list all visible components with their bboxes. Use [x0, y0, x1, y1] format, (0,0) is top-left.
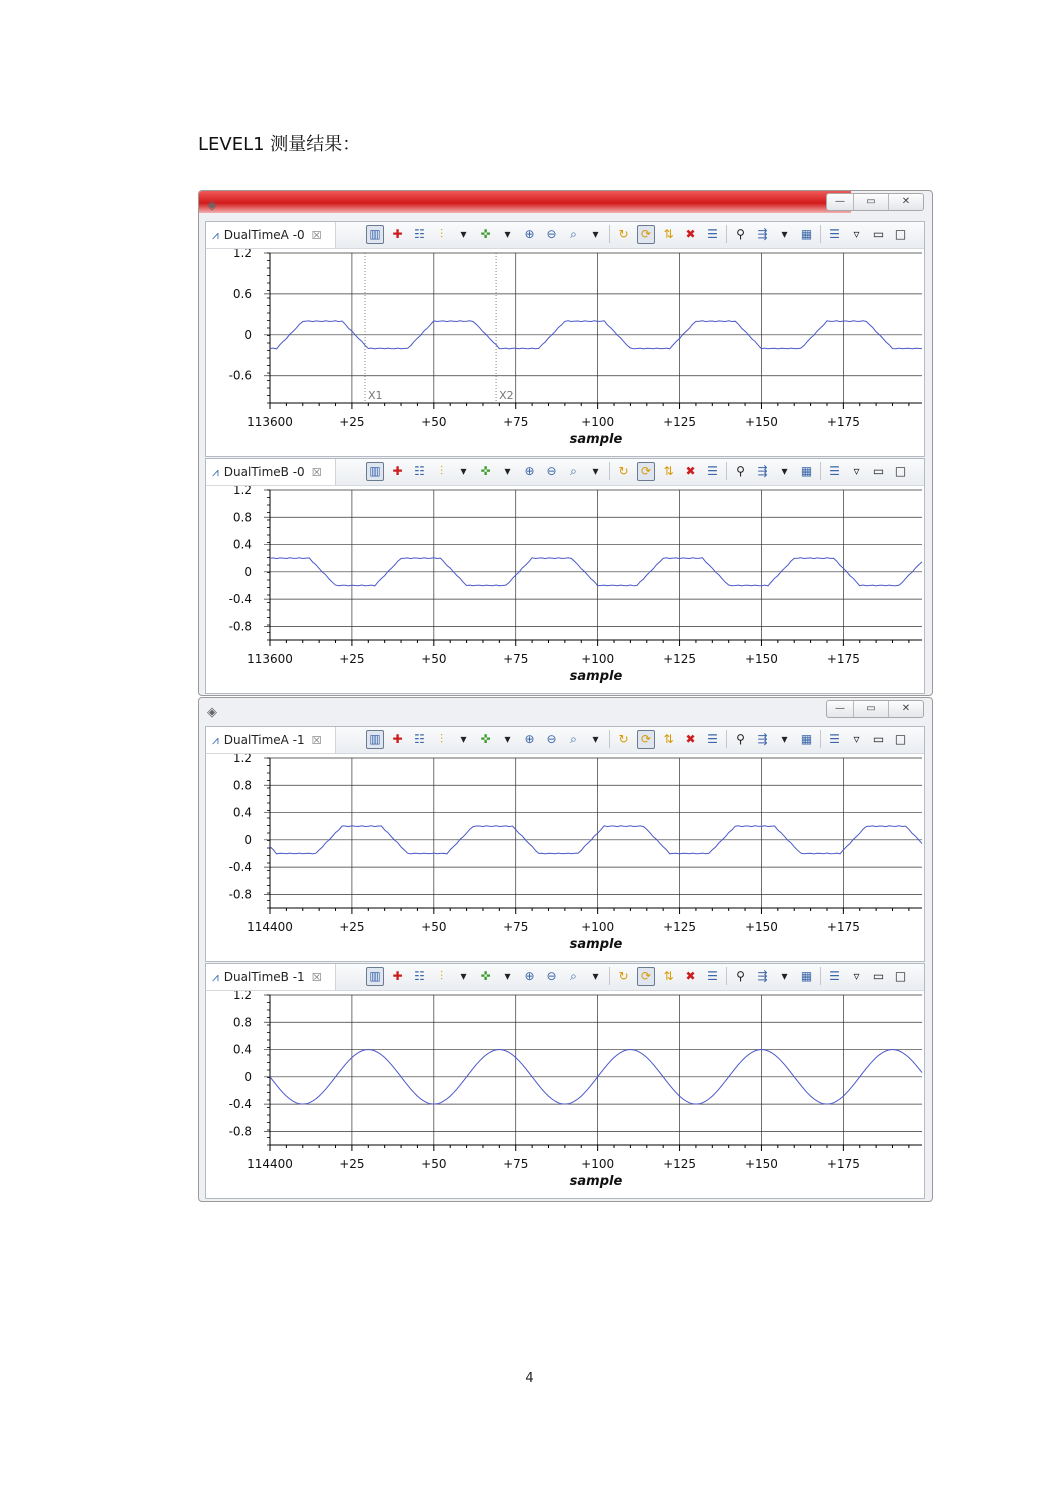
zoom-out-icon[interactable]: ⊖: [546, 969, 557, 983]
x-tick-label: 113600: [247, 415, 293, 429]
dropdown-icon[interactable]: ▾: [460, 464, 467, 478]
graph-toolbar: [206, 222, 924, 249]
x-tick-label: +175: [826, 652, 860, 666]
x-tick-label: +25: [339, 415, 365, 429]
dropdown-icon[interactable]: ▾: [592, 969, 599, 983]
sync-icon[interactable]: ⇅: [663, 227, 674, 241]
tab-label: DualTimeA -0: [223, 228, 305, 242]
toolbar-separator: [726, 967, 727, 985]
y-tick-label: -0.4: [228, 860, 252, 875]
toolbar-separator: [820, 967, 821, 985]
minimize-view-icon[interactable]: ▭: [872, 464, 885, 478]
cursor-label: X2: [499, 389, 514, 402]
toolbar-separator: [820, 730, 821, 748]
x-tick-label: +75: [503, 920, 529, 934]
y-tick-label: -0.8: [228, 1124, 252, 1139]
clear-icon[interactable]: ✖: [685, 464, 696, 478]
x-tick-label: +50: [421, 652, 447, 666]
y-tick-label: 1.2: [232, 486, 252, 497]
log-icon[interactable]: ☰: [707, 464, 718, 478]
x-tick-label: +50: [421, 1157, 447, 1171]
line-chart-icon: ⩘: [212, 732, 219, 747]
table-icon[interactable]: ☷: [414, 227, 425, 241]
dropdown-icon[interactable]: ▾: [504, 969, 511, 983]
line-chart-icon: ⩘: [212, 227, 219, 242]
log-icon[interactable]: ☰: [707, 732, 718, 746]
auto-refresh-icon[interactable]: ⟳: [637, 967, 655, 986]
split-icon[interactable]: ✚: [392, 464, 403, 478]
zoom-fit-icon[interactable]: ⌕: [570, 732, 577, 746]
window-controls: [826, 700, 924, 718]
app-cube-icon: ◈: [207, 705, 217, 720]
x-tick-label: +50: [421, 415, 447, 429]
sync-icon[interactable]: ⇅: [663, 464, 674, 478]
marker-icon[interactable]: ⫶: [439, 969, 443, 983]
x-tick-label: +150: [744, 920, 778, 934]
tab-dualtimea-1[interactable]: [206, 727, 336, 753]
find-icon[interactable]: ⚲: [736, 732, 745, 746]
x-axis-label: sample: [569, 1174, 623, 1189]
find-icon[interactable]: ⚲: [736, 464, 745, 478]
y-tick-label: -0.8: [228, 619, 252, 634]
close-button[interactable]: ✕: [888, 194, 923, 210]
dropdown-icon[interactable]: ▾: [781, 464, 788, 478]
minimize-button[interactable]: —: [835, 196, 845, 207]
tab-label: DualTimeA -1: [223, 733, 305, 747]
x-tick-label: +125: [663, 415, 697, 429]
export-icon[interactable]: ⇶: [757, 464, 768, 478]
toolbar-separator: [609, 225, 610, 243]
zoom-out-icon[interactable]: ⊖: [546, 732, 557, 746]
y-tick-label: 0.6: [232, 286, 252, 301]
x-tick-label: +100: [581, 652, 615, 666]
graph-toolbar: [206, 459, 924, 486]
clear-icon[interactable]: ✖: [685, 969, 696, 983]
toolbar-separator: [609, 730, 610, 748]
cursor-label: X1: [368, 389, 383, 402]
dropdown-icon[interactable]: ▾: [504, 227, 511, 241]
x-tick-label: +25: [339, 1157, 365, 1171]
y-tick-label: 0.4: [232, 537, 252, 552]
line-chart-icon: ⩘: [212, 464, 219, 479]
x-axis-label: sample: [569, 937, 623, 952]
x-tick-label: +50: [421, 920, 447, 934]
y-tick-label: 0.4: [232, 1042, 252, 1057]
restore-button[interactable]: ▭: [853, 701, 888, 717]
lock-scale-icon[interactable]: ▦: [800, 464, 813, 478]
split-icon[interactable]: ✚: [392, 969, 403, 983]
menu-list-icon[interactable]: ☰: [829, 464, 840, 478]
x-tick-label: 113600: [247, 652, 293, 666]
columns-icon[interactable]: ▥: [366, 225, 384, 244]
x-tick-label: +175: [826, 1157, 860, 1171]
add-trace-icon[interactable]: ✜: [480, 227, 491, 241]
maximize-view-icon[interactable]: □: [894, 227, 907, 241]
graph-toolbar: [206, 727, 924, 754]
chart-svg: [206, 991, 924, 1198]
dropdown-icon[interactable]: ▾: [592, 732, 599, 746]
toolbar-separator: [609, 462, 610, 480]
document-heading: LEVEL1 测量结果：: [198, 134, 361, 155]
x-tick-label: +25: [339, 652, 365, 666]
split-icon[interactable]: ✚: [392, 227, 403, 241]
y-tick-label: 0.8: [232, 778, 252, 793]
lock-scale-icon[interactable]: ▦: [800, 227, 813, 241]
x-tick-label: +75: [503, 1157, 529, 1171]
y-tick-label: -0.6: [228, 368, 252, 383]
graph-panel-dualtimea-0: [205, 221, 925, 457]
find-icon[interactable]: ⚲: [736, 227, 745, 241]
dropdown-icon[interactable]: ▾: [781, 227, 788, 241]
auto-refresh-icon[interactable]: ⟳: [637, 462, 655, 481]
y-tick-label: 0: [244, 564, 252, 579]
y-tick-label: 1.2: [232, 991, 252, 1002]
dropdown-icon[interactable]: ▾: [781, 969, 788, 983]
menu-list-icon[interactable]: ☰: [829, 732, 840, 746]
dropdown-icon[interactable]: ▾: [592, 227, 599, 241]
close-button[interactable]: ✕: [888, 701, 923, 717]
toolbar-tools: [366, 967, 909, 986]
find-icon[interactable]: ⚲: [736, 969, 745, 983]
dropdown-icon[interactable]: ▾: [460, 732, 467, 746]
x-axis-label: sample: [569, 669, 623, 684]
x-tick-label: +25: [339, 920, 365, 934]
graph-panel-dualtimea-1: [205, 726, 925, 962]
refresh-icon[interactable]: ↻: [618, 464, 629, 478]
close-tab-icon[interactable]: ☒: [311, 228, 322, 242]
toolbar-separator: [609, 967, 610, 985]
table-icon[interactable]: ☷: [414, 732, 425, 746]
zoom-fit-icon[interactable]: ⌕: [570, 464, 577, 478]
x-tick-label: +100: [581, 415, 615, 429]
toolbar-tools: [366, 462, 909, 481]
y-tick-label: 1.2: [232, 754, 252, 765]
dropdown-icon[interactable]: ▾: [592, 464, 599, 478]
toolbar-tools: [366, 730, 909, 749]
view-menu-icon[interactable]: ▿: [853, 464, 860, 478]
clear-icon[interactable]: ✖: [685, 227, 696, 241]
scope-window-1: [198, 190, 933, 696]
dropdown-icon[interactable]: ▾: [460, 969, 467, 983]
zoom-out-icon[interactable]: ⊖: [546, 227, 557, 241]
auto-refresh-icon[interactable]: ⟳: [637, 225, 655, 244]
menu-list-icon[interactable]: ☰: [829, 227, 840, 241]
marker-icon[interactable]: ⫶: [439, 227, 443, 241]
y-tick-label: 1.2: [232, 249, 252, 260]
zoom-in-icon[interactable]: ⊕: [524, 227, 535, 241]
marker-icon[interactable]: ⫶: [439, 732, 443, 746]
tab-dualtimeb-0[interactable]: [206, 459, 336, 485]
restore-button[interactable]: ▭: [853, 194, 888, 210]
minimize-view-icon[interactable]: ▭: [872, 227, 885, 241]
graph-toolbar: [206, 964, 924, 991]
graph-panel-dualtimeb-0: [205, 458, 925, 694]
y-tick-label: 0: [244, 832, 252, 847]
refresh-icon[interactable]: ↻: [618, 732, 629, 746]
tab-dualtimeb-1[interactable]: [206, 964, 336, 990]
toolbar-tools: [366, 225, 909, 244]
scope-window-2: [198, 697, 933, 1202]
sync-icon[interactable]: ⇅: [663, 969, 674, 983]
sync-icon[interactable]: ⇅: [663, 732, 674, 746]
menu-list-icon[interactable]: ☰: [829, 969, 840, 983]
tab-label: DualTimeB -0: [223, 465, 305, 479]
x-tick-label: +100: [581, 1157, 615, 1171]
y-tick-label: -0.4: [228, 1097, 252, 1112]
export-icon[interactable]: ⇶: [757, 969, 768, 983]
log-icon[interactable]: ☰: [707, 227, 718, 241]
x-tick-label: +175: [826, 415, 860, 429]
zoom-in-icon[interactable]: ⊕: [524, 732, 535, 746]
toolbar-separator: [726, 462, 727, 480]
toolbar-separator: [726, 225, 727, 243]
dropdown-icon[interactable]: ▾: [504, 732, 511, 746]
window-controls: [826, 193, 924, 211]
window-titlebar[interactable]: [199, 191, 851, 213]
dropdown-icon[interactable]: ▾: [460, 227, 467, 241]
y-tick-label: -0.8: [228, 887, 252, 902]
x-tick-label: +150: [744, 415, 778, 429]
x-tick-label: +100: [581, 920, 615, 934]
toolbar-separator: [726, 730, 727, 748]
x-tick-label: +125: [663, 1157, 697, 1171]
minimize-button[interactable]: —: [835, 703, 845, 714]
lock-scale-icon[interactable]: ▦: [800, 969, 813, 983]
lock-scale-icon[interactable]: ▦: [800, 732, 813, 746]
zoom-in-icon[interactable]: ⊕: [524, 969, 535, 983]
add-trace-icon[interactable]: ✜: [480, 732, 491, 746]
add-trace-icon[interactable]: ✜: [480, 969, 491, 983]
marker-icon[interactable]: ⫶: [439, 464, 443, 478]
view-menu-icon[interactable]: ▿: [853, 732, 860, 746]
toolbar-separator: [820, 462, 821, 480]
minimize-view-icon[interactable]: ▭: [872, 969, 885, 983]
y-tick-label: 0.4: [232, 805, 252, 820]
chart-svg: [206, 754, 924, 961]
x-tick-label: +175: [826, 920, 860, 934]
table-icon[interactable]: ☷: [414, 464, 425, 478]
export-icon[interactable]: ⇶: [757, 732, 768, 746]
columns-icon[interactable]: ▥: [366, 462, 384, 481]
y-tick-label: 0: [244, 327, 252, 342]
clear-icon[interactable]: ✖: [685, 732, 696, 746]
add-trace-icon[interactable]: ✜: [480, 464, 491, 478]
chart-svg: [206, 249, 924, 456]
view-menu-icon[interactable]: ▿: [853, 969, 860, 983]
refresh-icon[interactable]: ↻: [618, 969, 629, 983]
maximize-view-icon[interactable]: □: [894, 464, 907, 478]
log-icon[interactable]: ☰: [707, 969, 718, 983]
close-tab-icon[interactable]: ☒: [311, 465, 322, 479]
columns-icon[interactable]: ▥: [366, 730, 384, 749]
x-tick-label: +75: [503, 415, 529, 429]
tab-dualtimea-0[interactable]: [206, 222, 336, 248]
x-tick-label: 114400: [247, 920, 293, 934]
minimize-view-icon[interactable]: ▭: [872, 732, 885, 746]
x-tick-label: 114400: [247, 1157, 293, 1171]
split-icon[interactable]: ✚: [392, 732, 403, 746]
maximize-view-icon[interactable]: □: [894, 732, 907, 746]
toolbar-separator: [820, 225, 821, 243]
line-chart-icon: ⩘: [212, 969, 219, 984]
app-cube-icon: ◈: [207, 198, 217, 213]
auto-refresh-icon[interactable]: ⟳: [637, 730, 655, 749]
zoom-out-icon[interactable]: ⊖: [546, 464, 557, 478]
maximize-view-icon[interactable]: □: [894, 969, 907, 983]
y-tick-label: 0: [244, 1069, 252, 1084]
refresh-icon[interactable]: ↻: [618, 227, 629, 241]
dropdown-icon[interactable]: ▾: [781, 732, 788, 746]
zoom-fit-icon[interactable]: ⌕: [570, 969, 577, 983]
x-tick-label: +75: [503, 652, 529, 666]
dropdown-icon[interactable]: ▾: [504, 464, 511, 478]
y-tick-label: -0.4: [228, 592, 252, 607]
y-tick-label: 0.8: [232, 510, 252, 525]
x-tick-label: +125: [663, 652, 697, 666]
table-icon[interactable]: ☷: [414, 969, 425, 983]
chart-svg: [206, 486, 924, 693]
close-tab-icon[interactable]: ☒: [311, 733, 322, 747]
x-axis-label: sample: [569, 432, 623, 447]
tab-label: DualTimeB -1: [223, 970, 305, 984]
zoom-fit-icon[interactable]: ⌕: [570, 227, 577, 241]
x-tick-label: +150: [744, 1157, 778, 1171]
close-tab-icon[interactable]: ☒: [311, 970, 322, 984]
x-tick-label: +150: [744, 652, 778, 666]
page-number: 4: [525, 1371, 534, 1386]
x-tick-label: +125: [663, 920, 697, 934]
columns-icon[interactable]: ▥: [366, 967, 384, 986]
view-menu-icon[interactable]: ▿: [853, 227, 860, 241]
y-tick-label: 0.8: [232, 1015, 252, 1030]
graph-panel-dualtimeb-1: [205, 963, 925, 1199]
export-icon[interactable]: ⇶: [757, 227, 768, 241]
zoom-in-icon[interactable]: ⊕: [524, 464, 535, 478]
